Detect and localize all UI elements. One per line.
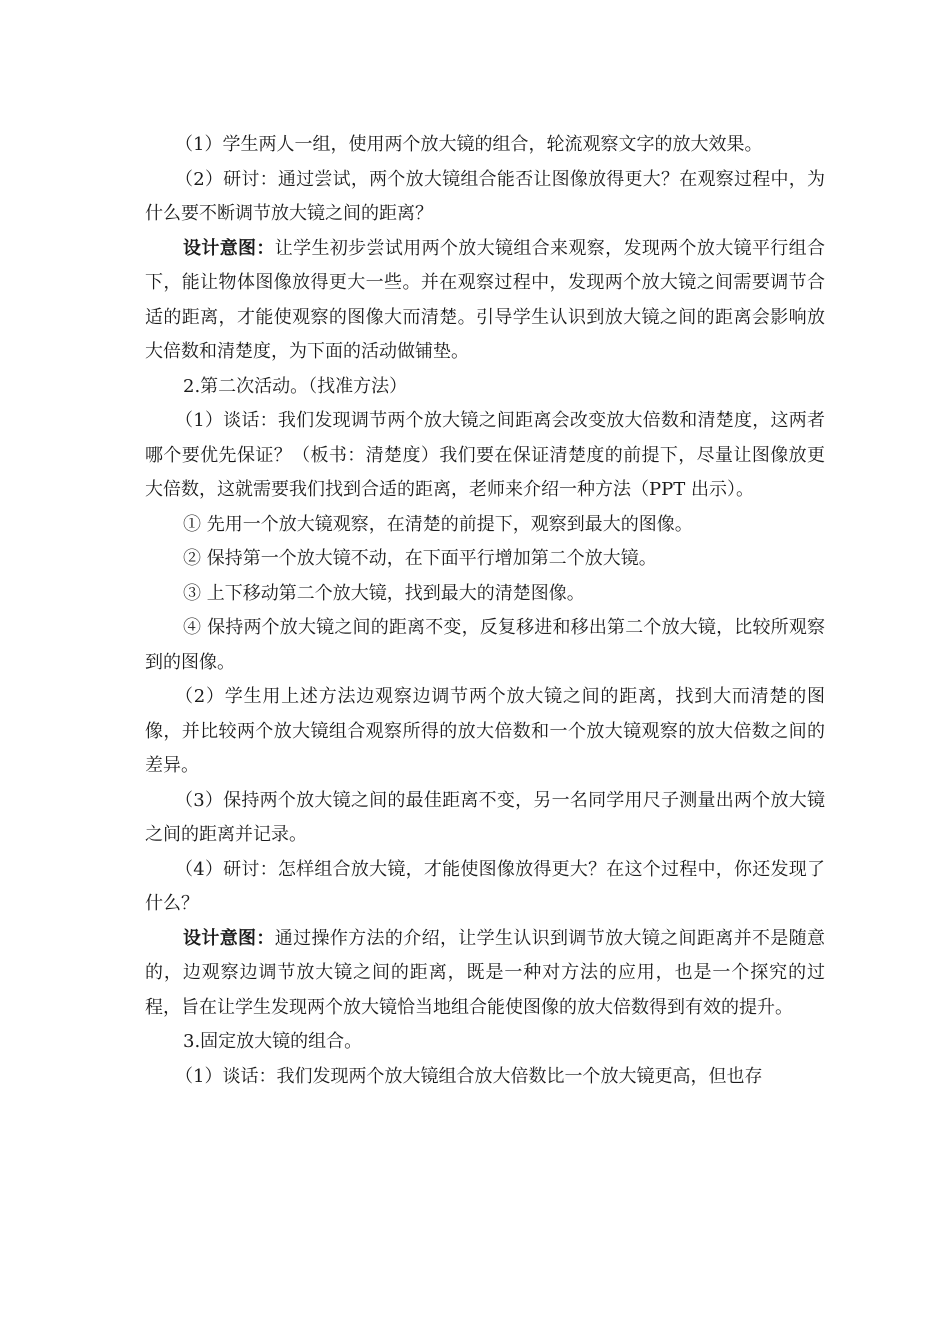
design-intent-text: 通过操作方法的介绍，让学生认识到调节放大镜之间距离并不是随意的，边观察边调节放大镜之间的距离，既是一种对方法的应用，也是一个探究的过程，旨在让学生发现两个放大镜恰当地组合能使图像的放大倍数得到有效的提升。	[145, 927, 825, 1018]
paragraph-discussion-2: （4）研讨：怎样组合放大镜，才能使图像放得更大？在这个过程中，你还发现了什么？	[145, 858, 825, 914]
method-step-4: ④ 保持两个放大镜之间的距离不变，反复移进和移出第二个放大镜，比较所观察到的图像。	[145, 617, 825, 673]
paragraph-step-2: （2）学生用上述方法边观察边调节两个放大镜之间的距离，找到大而清楚的图像，并比较两个放大镜组合观察所得的放大倍数和一个放大镜观察的放大倍数之间的差异。	[145, 686, 825, 776]
paragraph-step-1: （1）学生两人一组，使用两个放大镜的组合，轮流观察文字的放大效果。	[175, 134, 763, 155]
design-intent-label: 设计意图：	[183, 237, 275, 259]
method-step-2: ② 保持第一个放大镜不动，在下面平行增加第二个放大镜。	[183, 548, 657, 569]
document-body	[145, 128, 825, 1094]
method-step-1: ① 先用一个放大镜观察，在清楚的前提下，观察到最大的图像。	[183, 513, 693, 535]
design-intent-label: 设计意图：	[183, 927, 275, 949]
method-step-3: ③ 上下移动第二个放大镜，找到最大的清楚图像。	[183, 582, 585, 604]
paragraph-talk-2: （1）谈话：我们发现两个放大镜组合放大倍数比一个放大镜更高，但也存	[175, 1065, 763, 1087]
design-intent-text: 让学生初步尝试用两个放大镜组合来观察，发现两个放大镜平行组合下，能让物体图像放得更大一些。并在观察过程中，发现两个放大镜之间需要调节合适的距离，才能使观察的图像大而清楚。引导学生认识到放大镜之间的距离会影响放大倍数和清楚度，为下面的活动做铺垫。	[145, 237, 825, 362]
paragraph-talk-1: （1）谈话：我们发现调节两个放大镜之间距离会改变放大倍数和清楚度，这两者哪个要优先保证？（板书：清楚度）我们要在保证清楚度的前提下，尽量让图像放更大倍数，这就需要我们找到合适的距离，老师来介绍一种方法（PPT 出示）。	[145, 410, 825, 500]
paragraph-discussion-1: （2）研讨：通过尝试，两个放大镜组合能否让图像放得更大？在观察过程中，为什么要不断调节放大镜之间的距离？	[145, 168, 825, 224]
paragraph-design-intent-2	[145, 922, 825, 1026]
section-heading-second-activity: 2.第二次活动。（找准方法）	[183, 375, 408, 397]
paragraph-design-intent-1	[145, 232, 825, 370]
paragraph-step-3: （3）保持两个放大镜之间的最佳距离不变，另一名同学用尺子测量出两个放大镜之间的距离并记录。	[145, 789, 825, 845]
section-heading-fixed-combination: 3.固定放大镜的组合。	[183, 1031, 363, 1052]
